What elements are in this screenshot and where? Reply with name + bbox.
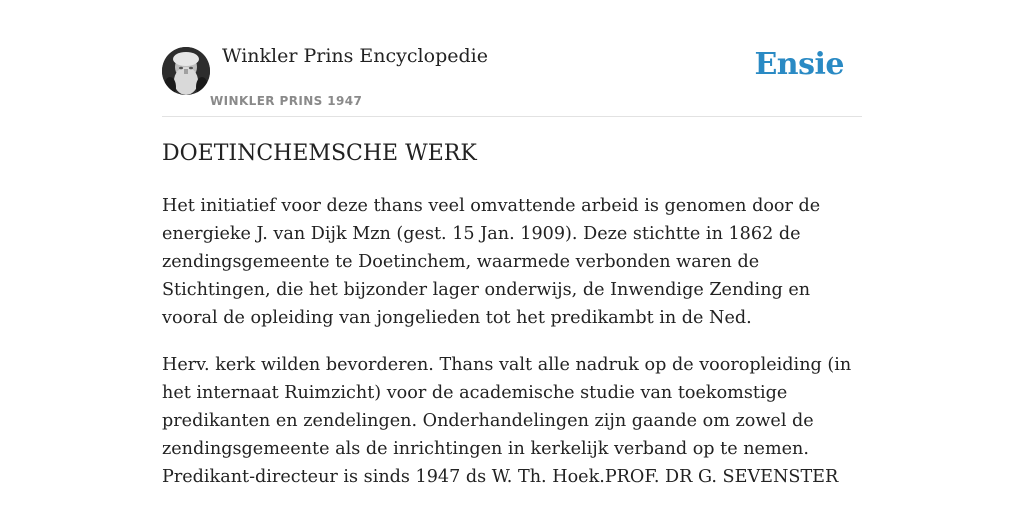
page-container (162, 0, 862, 487)
article-paragraph: Herv. kerk wilden bevorderen. Thans valt alle nadruk op de vooropleiding (in het internaat Ruimzicht) voor de academische studie van toekomstige predikanten en zendelingen. Onderhandelingen zijn gaande om zowel de zendingsgemeente als de inrichtingen in kerkelijk verband op te nemen. Predikant-directeur is sinds 1947 ds W. Th. Hoek.PROF. DR G. SEVENSTER (162, 355, 852, 487)
publication-subtitle[interactable]: WINKLER PRINS 1947 (210, 94, 363, 108)
publication-title[interactable]: Winkler Prins Encyclopedie (222, 45, 488, 67)
article-paragraph: Het initiatief voor deze thans veel omvattende arbeid is genomen door de energieke J. van Dijk Mzn (gest. 15 Jan. 1909). Deze stichtte in 1862 de zendingsgemeente te Doetinchem, waarmede verbonden waren de Stichtingen, die het bijzonder lager onderwijs, de Inwendige Zending en vooral de opleiding van jongelieden tot het predikambt in de Ned. (162, 196, 821, 328)
article-title: DOETINCHEMSCHE WERK (162, 141, 477, 166)
ensie-logo[interactable]: Ensie (754, 47, 844, 82)
publication-header (162, 0, 862, 117)
avatar-portrait-image (162, 47, 210, 95)
author-avatar[interactable] (162, 47, 210, 95)
